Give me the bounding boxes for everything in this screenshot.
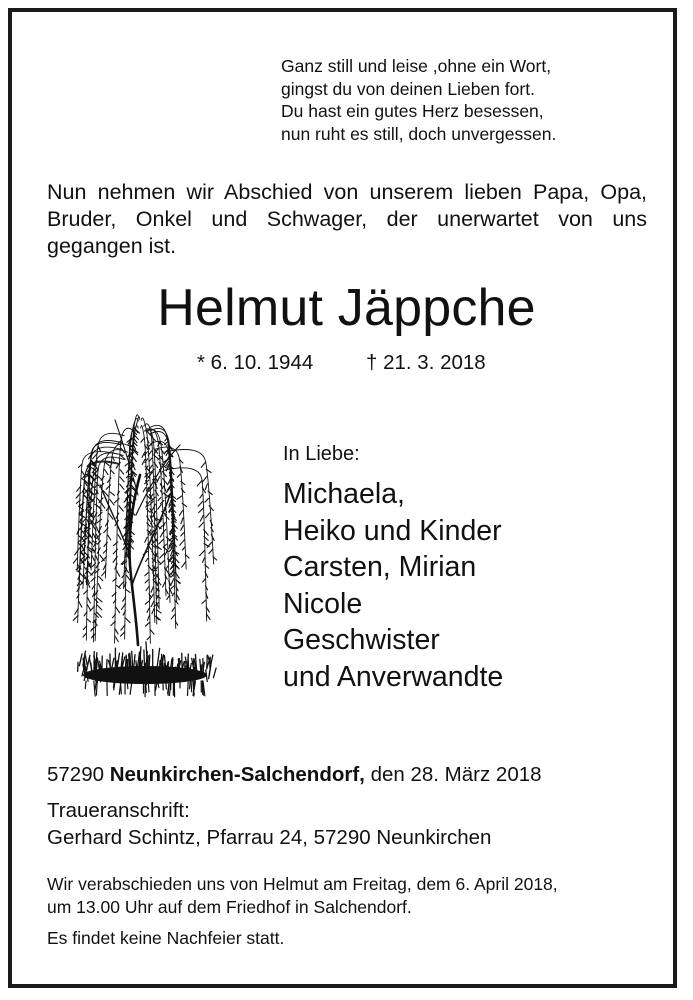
poem-line: Du hast ein gutes Herz besessen, xyxy=(281,101,544,121)
mourner-line: Nicole xyxy=(283,587,363,620)
mourner-line: Heiko und Kinder xyxy=(283,514,502,547)
poem-line: Ganz still und leise ,ohne ein Wort, xyxy=(281,56,552,76)
mourning-address-text: Gerhard Schintz, Pfarrau 24, 57290 Neunkirchen xyxy=(47,826,492,849)
birth-date: * 6. 10. 1944 xyxy=(197,351,314,374)
deceased-name: Helmut Jäppche xyxy=(157,279,536,337)
funeral-line: Wir verabschieden uns von Helmut am Freitag, dem 6. April 2018, xyxy=(47,874,558,894)
poem-line: nun ruht es still, doch unvergessen. xyxy=(281,123,557,144)
mourners-list xyxy=(283,476,503,695)
weeping-willow-icon xyxy=(70,405,220,700)
place-date-line xyxy=(47,763,542,787)
funeral-info xyxy=(47,873,558,918)
mourner-line: Geschwister xyxy=(283,624,440,656)
mourner-line: Michaela, xyxy=(283,478,405,510)
zip-code: 57290 xyxy=(47,763,105,786)
poem-line: gingst du von deinen Lieben fort. xyxy=(281,78,535,99)
no-reception-note: Es findet keine Nachfeier statt. xyxy=(47,928,285,948)
mourner-line: Carsten, Mirian xyxy=(283,551,477,583)
death-date: † 21. 3. 2018 xyxy=(366,351,486,374)
mourning-address-label: Traueranschrift: xyxy=(47,799,190,822)
mourning-address xyxy=(47,797,491,851)
notice-date: den 28. März 2018 xyxy=(370,763,542,786)
funeral-line: um 13.00 Uhr auf dem Friedhof in Salchendorf. xyxy=(47,896,412,917)
intro-text: Nun nehmen wir Abschied von unserem lieben Papa, Opa, Bruder, Onkel und Schwager, der unerwartet von uns gegangen ist. xyxy=(47,180,647,258)
mourner-line: und Anverwandte xyxy=(283,660,504,693)
town-name: Neunkirchen-Salchendorf, xyxy=(109,763,365,786)
poem xyxy=(281,55,556,145)
in-love-label: In Liebe: xyxy=(283,443,360,465)
